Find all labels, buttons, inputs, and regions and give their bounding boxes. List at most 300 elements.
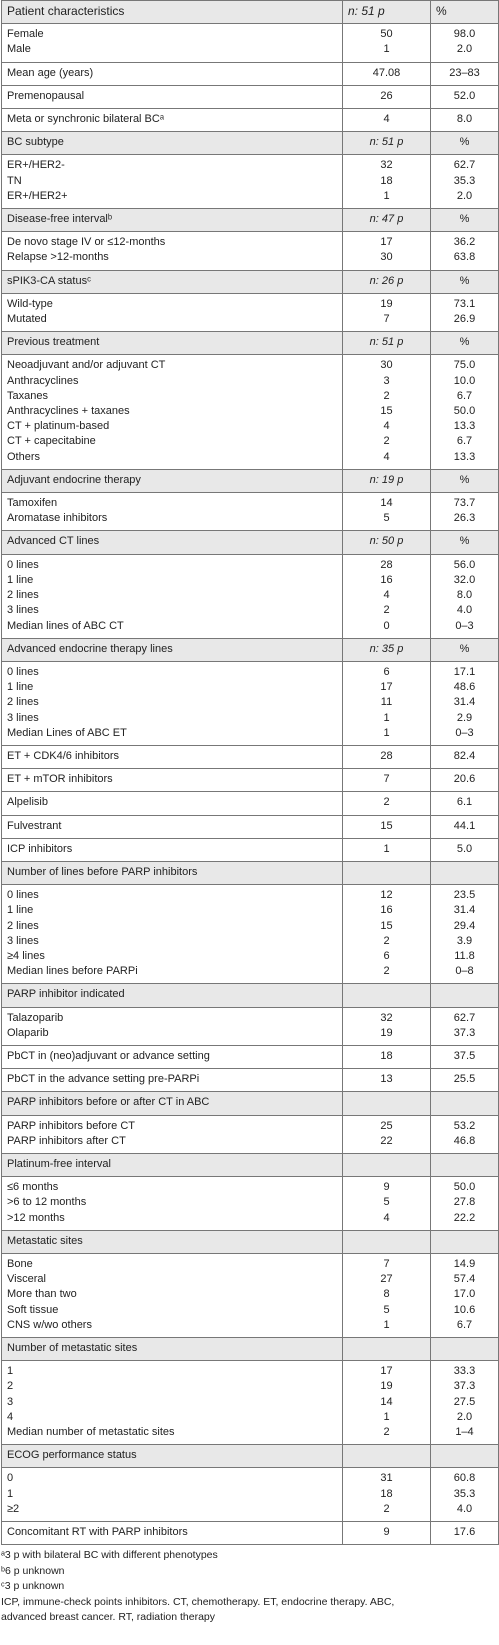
row-percent: 17.1: [453, 665, 476, 678]
header-characteristics: Patient characteristics: [2, 1, 343, 24]
row-label: Mean age (years): [7, 66, 94, 79]
row-count-cell: [343, 745, 431, 768]
row-percent: 31.4: [453, 696, 476, 709]
row-label: Median lines before PARPi: [7, 965, 138, 978]
row-percent: 73.7: [453, 497, 476, 510]
row-label: Premenopausal: [7, 89, 85, 102]
row-percent-cell: [431, 1007, 499, 1045]
row-label: ET + mTOR inhibitors: [7, 773, 113, 786]
row-count-cell: [343, 155, 431, 209]
row-count: 8: [383, 1288, 390, 1301]
row-percent-cell: [431, 155, 499, 209]
table-row: [2, 1115, 499, 1153]
row-count: 27: [380, 1273, 393, 1286]
row-count: 4: [383, 420, 390, 433]
table-row: [2, 838, 499, 861]
section-percent: %: [431, 270, 499, 293]
section-label: Disease-free intervalᵇ: [2, 209, 343, 232]
row-label: 4: [7, 1410, 14, 1423]
row-count: 30: [380, 251, 393, 264]
row-count: 7: [383, 313, 390, 326]
section-n: [343, 1445, 431, 1468]
row-percent-cell: [431, 232, 499, 270]
row-label: Median Lines of ABC ET: [7, 726, 127, 739]
row-percent: 2.9: [456, 711, 473, 724]
row-percent-cell: [431, 554, 499, 638]
row-label: ICP inhibitors: [7, 842, 73, 855]
section-header-row: [2, 1092, 499, 1115]
table-row: [2, 661, 499, 745]
patient-characteristics-table: [1, 0, 499, 1545]
table-row: [2, 85, 499, 108]
footnote: advanced breast cancer. RT, radiation therapy: [1, 1611, 216, 1624]
section-percent: %: [431, 332, 499, 355]
row-label-cell: [2, 62, 343, 85]
row-percent: 4.0: [456, 604, 473, 617]
row-label: More than two: [7, 1288, 77, 1301]
section-label: Number of metastatic sites: [2, 1338, 343, 1361]
footnote: ICP, immune-check points inhibitors. CT, chemotherapy. ET, endocrine therapy. ABC,: [1, 1595, 395, 1608]
row-label: Anthracyclines + taxanes: [7, 405, 130, 418]
row-percent: 2.0: [456, 1410, 473, 1423]
row-count: 18: [380, 1049, 393, 1062]
table-row: [2, 1468, 499, 1522]
row-count: 2: [383, 796, 390, 809]
row-percent: 37.3: [453, 1026, 476, 1039]
row-percent: 10.6: [453, 1303, 476, 1316]
row-percent: 11.8: [454, 949, 475, 962]
table-row: [2, 1069, 499, 1092]
row-count: 5: [383, 1196, 390, 1209]
row-percent: 20.6: [453, 773, 476, 786]
table-row: [2, 1254, 499, 1338]
row-count: 3: [383, 374, 390, 387]
table-row: [2, 792, 499, 815]
table-row: [2, 815, 499, 838]
row-label: Meta or synchronic bilateral BCᵃ: [7, 113, 164, 126]
row-count: 16: [380, 904, 393, 917]
row-count: 1: [383, 711, 390, 724]
row-count: 4: [383, 450, 390, 463]
row-count: 2: [383, 1502, 390, 1515]
row-count-cell: [343, 1468, 431, 1522]
row-percent-cell: [431, 661, 499, 745]
section-n: n: 35 p: [343, 638, 431, 661]
row-label-cell: [2, 355, 343, 469]
row-count-cell: [343, 1069, 431, 1092]
row-label-cell: [2, 885, 343, 984]
section-n: n: 51 p: [343, 332, 431, 355]
table-row: [2, 1522, 499, 1545]
row-label: >12 months: [7, 1211, 65, 1224]
row-percent: 6.7: [456, 435, 473, 448]
row-count: 2: [383, 435, 390, 448]
row-percent: 6.7: [456, 389, 473, 402]
row-count: 18: [380, 1487, 393, 1500]
row-percent: 0–3: [455, 619, 474, 632]
row-count: 1: [383, 842, 390, 855]
row-count: 1: [383, 726, 390, 739]
row-count: 11: [380, 696, 393, 709]
row-count: 4: [383, 113, 390, 126]
section-n: n: 51 p: [343, 132, 431, 155]
section-label: Advanced endocrine therapy lines: [2, 638, 343, 661]
row-percent: 35.3: [453, 174, 476, 187]
row-label-cell: [2, 1007, 343, 1045]
row-count-cell: [343, 62, 431, 85]
table-row: [2, 355, 499, 469]
row-count-cell: [343, 554, 431, 638]
row-percent: 50.0: [453, 1181, 476, 1194]
row-count: 26: [380, 89, 393, 102]
row-percent: 48.6: [453, 681, 476, 694]
row-count-cell: [343, 109, 431, 132]
row-label: ≤6 months: [7, 1181, 59, 1194]
row-percent: 13.3: [453, 450, 476, 463]
row-label-cell: [2, 745, 343, 768]
row-count: 50: [380, 28, 393, 41]
section-label: PARP inhibitor indicated: [2, 984, 343, 1007]
row-percent: 46.8: [453, 1134, 476, 1147]
row-percent: 13.3: [453, 420, 476, 433]
table-footnotes: [1, 1548, 498, 1626]
row-percent-cell: [431, 493, 499, 531]
section-percent: %: [431, 132, 499, 155]
row-count: 6: [383, 949, 390, 962]
row-label-cell: [2, 232, 343, 270]
row-percent-cell: [431, 1468, 499, 1522]
row-count-cell: [343, 85, 431, 108]
row-label-cell: [2, 24, 343, 62]
row-label-cell: [2, 1045, 343, 1068]
row-count: 14: [380, 497, 393, 510]
row-label: Talazoparib: [7, 1011, 64, 1024]
row-percent: 8.0: [456, 113, 473, 126]
section-header-row: [2, 984, 499, 1007]
row-label: Others: [7, 450, 41, 463]
row-label: Alpelisib: [7, 796, 48, 809]
section-percent: %: [431, 531, 499, 554]
row-label: 0 lines: [7, 889, 39, 902]
row-count-cell: [343, 885, 431, 984]
row-percent: 14.9: [453, 1258, 476, 1270]
row-label: Aromatase inhibitors: [7, 512, 108, 525]
row-label: ≥2: [7, 1502, 20, 1515]
section-label: Previous treatment: [2, 332, 343, 355]
header-percent: %: [431, 1, 499, 24]
row-percent-cell: [431, 1361, 499, 1445]
section-n: [343, 1230, 431, 1253]
row-count: 6: [383, 665, 390, 678]
table-row: [2, 232, 499, 270]
row-count: 1: [383, 1318, 390, 1331]
row-count-cell: [343, 493, 431, 531]
row-count-cell: [343, 24, 431, 62]
row-label: Tamoxifen: [7, 497, 58, 510]
row-count-cell: [343, 1045, 431, 1068]
row-count: 5: [383, 512, 390, 525]
table-row: [2, 493, 499, 531]
row-label-cell: [2, 293, 343, 331]
row-count-cell: [343, 355, 431, 469]
section-header-row: [2, 1230, 499, 1253]
table-row: [2, 1177, 499, 1231]
row-label: 1 line: [7, 904, 34, 917]
row-count: 12: [380, 889, 393, 902]
row-count: 2: [383, 389, 390, 402]
row-count: 32: [380, 159, 393, 172]
row-percent: 4.0: [456, 1502, 473, 1515]
table-row: [2, 293, 499, 331]
row-count: 2: [383, 934, 390, 947]
row-label-cell: [2, 661, 343, 745]
row-count-cell: [343, 1522, 431, 1545]
row-percent: 37.3: [453, 1380, 476, 1393]
section-percent: [431, 861, 499, 884]
row-count: 0: [383, 619, 390, 632]
row-count: 22: [380, 1134, 393, 1147]
section-header-row: [2, 638, 499, 661]
row-percent: 63.8: [453, 251, 476, 264]
row-count: 2: [383, 965, 390, 978]
row-label: 1: [7, 1487, 14, 1500]
row-label-cell: [2, 155, 343, 209]
row-percent-cell: [431, 293, 499, 331]
row-percent: 6.1: [456, 796, 473, 809]
row-label: Visceral: [7, 1273, 46, 1286]
row-count-cell: [343, 1361, 431, 1445]
row-percent: 62.7: [453, 1011, 476, 1024]
row-percent: 75.0: [453, 359, 476, 372]
row-label: >6 to 12 months: [7, 1196, 87, 1209]
row-count-cell: [343, 1254, 431, 1338]
row-label: Wild-type: [7, 297, 53, 310]
row-label: 3 lines: [7, 934, 39, 947]
row-label: Anthracyclines: [7, 374, 79, 387]
section-label: Number of lines before PARP inhibitors: [2, 861, 343, 884]
section-percent: %: [431, 638, 499, 661]
row-label: Relapse >12-months: [7, 251, 109, 264]
row-percent: 23.5: [453, 889, 476, 902]
section-label: Advanced CT lines: [2, 531, 343, 554]
section-percent: [431, 1230, 499, 1253]
row-percent-cell: [431, 885, 499, 984]
section-percent: [431, 1445, 499, 1468]
row-count: 28: [380, 749, 393, 762]
row-label-cell: [2, 1361, 343, 1445]
row-count: 15: [380, 919, 393, 932]
row-label: ER+/HER2-: [7, 159, 65, 172]
section-percent: [431, 1338, 499, 1361]
row-count-cell: [343, 838, 431, 861]
section-header-row: [2, 861, 499, 884]
row-count: 7: [383, 773, 390, 786]
section-label: BC subtype: [2, 132, 343, 155]
row-percent: 44.1: [453, 819, 476, 832]
row-percent: 17.0: [453, 1288, 476, 1301]
row-label: Bone: [7, 1258, 33, 1270]
table-row: [2, 1045, 499, 1068]
row-percent-cell: [431, 792, 499, 815]
row-percent-cell: [431, 355, 499, 469]
row-count: 1: [383, 1410, 390, 1423]
row-percent: 5.0: [456, 842, 473, 855]
row-percent: 8.0: [456, 589, 473, 602]
row-label: CT + capecitabine: [7, 435, 96, 448]
row-percent: 36.2: [453, 236, 476, 249]
row-label: De novo stage IV or ≤12-months: [7, 236, 166, 249]
row-percent: 32.0: [453, 573, 476, 586]
row-percent-cell: [431, 24, 499, 62]
row-count: 4: [383, 1211, 390, 1224]
section-percent: %: [431, 209, 499, 232]
section-header-row: [2, 1338, 499, 1361]
row-percent-cell: [431, 1177, 499, 1231]
row-count: 1: [383, 189, 390, 202]
row-label: Mutated: [7, 313, 47, 326]
row-percent: 0–3: [455, 726, 474, 739]
row-percent: 60.8: [453, 1472, 476, 1485]
row-percent-cell: [431, 1522, 499, 1545]
section-n: n: 26 p: [343, 270, 431, 293]
row-label: 3 lines: [7, 604, 39, 617]
table-header-row: [2, 1, 499, 24]
row-count: 15: [380, 819, 393, 832]
section-header-row: [2, 1153, 499, 1176]
row-count: 19: [380, 297, 393, 310]
row-count: 2: [383, 1426, 390, 1439]
row-percent-cell: [431, 109, 499, 132]
section-n: [343, 861, 431, 884]
row-percent: 6.7: [456, 1318, 473, 1331]
row-label: 0: [7, 1472, 14, 1485]
table-row: [2, 155, 499, 209]
footnote: ᶜ3 p unknown: [1, 1580, 65, 1593]
section-percent: [431, 1092, 499, 1115]
row-label: Concomitant RT with PARP inhibitors: [7, 1526, 188, 1539]
table-row: [2, 769, 499, 792]
section-percent: [431, 984, 499, 1007]
row-label-cell: [2, 815, 343, 838]
row-label: ER+/HER2+: [7, 189, 68, 202]
row-percent-cell: [431, 815, 499, 838]
section-label: PARP inhibitors before or after CT in ABC: [2, 1092, 343, 1115]
row-percent: 31.4: [453, 904, 476, 917]
row-percent-cell: [431, 1045, 499, 1068]
row-percent-cell: [431, 62, 499, 85]
row-label: Median number of metastatic sites: [7, 1426, 175, 1439]
row-percent: 35.3: [453, 1487, 476, 1500]
row-count-cell: [343, 815, 431, 838]
row-count: 19: [380, 1026, 393, 1039]
row-label-cell: [2, 1254, 343, 1338]
table-row: [2, 109, 499, 132]
row-count-cell: [343, 792, 431, 815]
section-header-row: [2, 332, 499, 355]
row-label-cell: [2, 792, 343, 815]
row-percent-cell: [431, 1254, 499, 1338]
row-label: PbCT in (neo)adjuvant or advance setting: [7, 1049, 210, 1062]
row-label-cell: [2, 1522, 343, 1545]
row-count: 2: [383, 604, 390, 617]
row-percent: 27.5: [453, 1395, 476, 1408]
row-count: 18: [380, 174, 393, 187]
row-label: 3 lines: [7, 711, 39, 724]
row-percent-cell: [431, 745, 499, 768]
row-percent: 2.0: [456, 189, 473, 202]
row-count: 16: [380, 573, 393, 586]
row-percent: 98.0: [453, 28, 476, 41]
row-label: Soft tissue: [7, 1303, 59, 1316]
row-label: 1 line: [7, 573, 34, 586]
section-header-row: [2, 469, 499, 492]
row-percent: 73.1: [453, 297, 476, 310]
table-row: [2, 62, 499, 85]
section-n: [343, 1153, 431, 1176]
row-count: 13: [380, 1073, 393, 1086]
row-count: 7: [383, 1258, 390, 1270]
row-percent: 10.0: [453, 374, 476, 387]
row-label: 0 lines: [7, 665, 39, 678]
row-percent: 26.3: [453, 512, 476, 525]
row-label: Taxanes: [7, 389, 48, 402]
section-n: [343, 1338, 431, 1361]
table-row: [2, 554, 499, 638]
row-count: 32: [380, 1011, 393, 1024]
section-percent: [431, 1153, 499, 1176]
row-label: 0 lines: [7, 558, 39, 571]
row-label: Olaparib: [7, 1026, 49, 1039]
row-label: 2 lines: [7, 696, 39, 709]
row-count: 15: [380, 405, 393, 418]
row-label: CNS w/wo others: [7, 1318, 92, 1331]
row-label-cell: [2, 1115, 343, 1153]
section-header-row: [2, 270, 499, 293]
row-percent: 53.2: [453, 1119, 476, 1132]
table-row: [2, 885, 499, 984]
row-count: 5: [383, 1303, 390, 1316]
section-n: n: 47 p: [343, 209, 431, 232]
row-count: 17: [380, 681, 393, 694]
row-label: TN: [7, 174, 22, 187]
row-label: CT + platinum-based: [7, 420, 110, 433]
row-label: Female: [7, 28, 44, 41]
section-n: n: 19 p: [343, 469, 431, 492]
row-count-cell: [343, 232, 431, 270]
row-percent: 29.4: [453, 919, 476, 932]
row-label: PARP inhibitors after CT: [7, 1134, 126, 1147]
row-percent: 52.0: [453, 89, 476, 102]
row-count: 1: [383, 43, 390, 56]
row-percent: 57.4: [453, 1273, 476, 1286]
row-label: Median lines of ABC CT: [7, 619, 124, 632]
row-label: ≥4 lines: [7, 949, 45, 962]
section-n: [343, 984, 431, 1007]
footnote: ᵇ6 p unknown: [1, 1564, 65, 1577]
row-percent-cell: [431, 85, 499, 108]
row-count-cell: [343, 293, 431, 331]
section-n: n: 50 p: [343, 531, 431, 554]
row-percent: 17.6: [453, 1526, 476, 1539]
row-count: 14: [380, 1395, 393, 1408]
row-count: 17: [380, 236, 393, 249]
row-label-cell: [2, 493, 343, 531]
row-percent-cell: [431, 838, 499, 861]
row-percent: 23–83: [449, 66, 480, 79]
table-row: [2, 1361, 499, 1445]
section-header-row: [2, 209, 499, 232]
row-percent: 22.2: [453, 1211, 476, 1224]
